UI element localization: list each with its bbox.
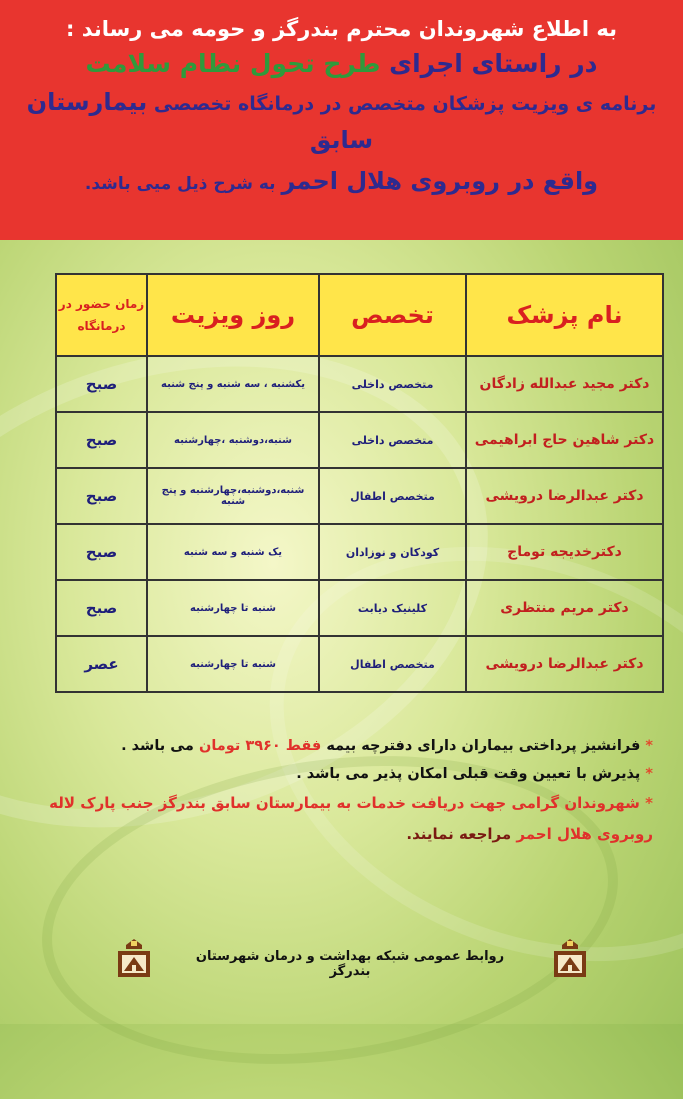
attendance-time: صبح [56,524,147,580]
note-appointment-text: پذیرش با تعیین وقت قبلی امکان پذیر می باشد . [296,766,641,782]
header-visit-days: روز ویزیت [147,274,319,356]
attendance-time: صبح [56,468,147,524]
header-doctor-name: نام پزشک [466,274,663,356]
header-line-2 [0,44,683,84]
location-text: واقع در روبروی هلال احمر [281,167,599,195]
schedule-table [55,273,664,693]
visit-days: یکشنبه ، سه شنبه و پنج شنبه [147,356,319,412]
note-address-suffix: مراجعه نمایند. [406,825,517,843]
note-copayment-suffix: می باشد . [121,738,199,754]
doctor-name: دکتر شاهین حاج ابراهیمی [466,412,663,468]
attendance-time: صبح [56,356,147,412]
header-line-4-suffix: به شرح ذیل میی باشد. [84,174,282,194]
table-header-row [56,274,663,356]
doctor-name: دکترخدیجه توماج [466,524,663,580]
doctor-name: دکتر مریم منتظری [466,580,663,636]
header-line-1: به اطلاع شهروندان محترم بندرگز و حومه می رساند : [66,17,617,41]
hospital-name: بیمارستان سابق [26,88,374,154]
header-attendance-time: زمان حضور در درمانگاه [56,274,147,356]
asterisk-icon: * [645,738,653,754]
header-line-4 [0,160,683,205]
specialty: کلینیک دیابت [319,580,466,636]
specialty: متخصص اطفال [319,468,466,524]
health-network-logo-icon [548,937,592,981]
note-address-text: شهروندان گرامی جهت دریافت خدمات به [331,794,640,812]
asterisk-icon: * [645,794,653,812]
visit-days: شنبه،دوشنبه ،چهارشنبه [147,412,319,468]
schedule-table-container [55,273,658,693]
specialty: متخصص داخلی [319,412,466,468]
program-name: طرح تحول نظام سلامت [85,49,381,78]
table-row [56,636,663,692]
note-address-landmark: روبروی هلال احمر [516,825,653,843]
header-line-3 [0,84,683,160]
doctor-name: دکتر عبدالرضا درویشی [466,636,663,692]
header-line-2-text: در راستای اجرای [380,49,598,78]
note-address-location: بیمارستان سابق بندرگز جنب پارک لاله [49,794,332,812]
note-copayment-text: فرانشیز پرداختی بیماران دارای دفترچه بیمه [321,738,641,754]
doctor-name: دکتر عبدالرضا درویشی [466,468,663,524]
visit-days: شنبه تا چهارشنبه [147,636,319,692]
attendance-time: صبح [56,580,147,636]
attendance-time: عصر [56,636,147,692]
note-copayment [30,732,653,760]
header-specialty: تخصص [319,274,466,356]
table-row [56,356,663,412]
announcement-header [0,0,683,240]
doctor-name: دکتر مجید عبدالله زادگان [466,356,663,412]
copayment-amount: فقط ۳۹۶۰ تومان [198,738,322,754]
note-appointment [30,760,653,788]
header-line-3-text: برنامه ی ویزیت پزشکان متخصص در درمانگاه تخصصی [147,93,657,115]
note-address [30,788,653,850]
visit-days: یک شنبه و سه شنبه [147,524,319,580]
visit-days: شنبه تا چهارشنبه [147,580,319,636]
asterisk-icon: * [645,766,653,782]
notes-section [30,732,653,850]
table-row [56,524,663,580]
table-row [56,468,663,524]
specialty: کودکان و نوزادان [319,524,466,580]
visit-days: شنبه،دوشنبه،چهارشنبه و پنج شنبه [147,468,319,524]
health-network-logo-icon [112,937,156,981]
footer [0,935,683,985]
table-row [56,580,663,636]
footer-text: روابط عمومی شبکه بهداشت و درمان شهرستان بندرگز [195,949,505,979]
specialty: متخصص داخلی [319,356,466,412]
attendance-time: صبح [56,412,147,468]
table-row [56,412,663,468]
specialty: متخصص اطفال [319,636,466,692]
